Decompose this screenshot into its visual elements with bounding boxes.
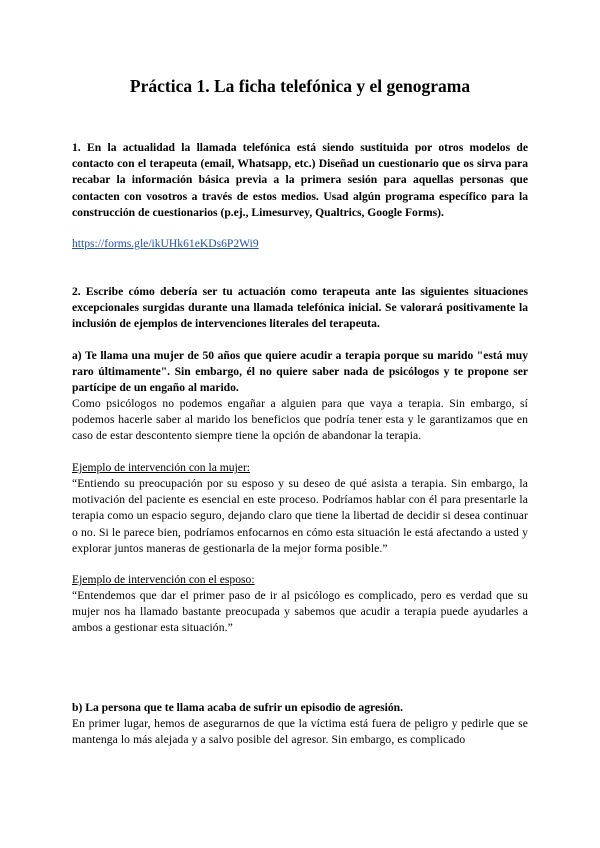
case-a-answer: Como psicólogos no podemos engañar a alguien para que vaya a terapia. Sin embargo, sí podemos hacerle saber al marido los beneficios que podría tener esta y le garantizamos que en caso de estar descontento siempre tiene la opción de abandonar la terapia.: [72, 397, 528, 443]
case-b-answer: En primer lugar, hemos de asegurarnos de que la víctima está fuera de peligro y pedirle que se mantenga lo más alejada y a salvo posible del agresor. Sin embargo, es complicado: [72, 717, 528, 747]
case-b-heading: b) La persona que te llama acaba de sufrir un episodio de agresión.: [72, 701, 403, 714]
example-2-label: Ejemplo de intervención con el esposo:: [72, 573, 255, 586]
example-2-text: “Entendemos que dar el primer paso de ir al psicólogo es complicado, pero es verdad que su mujer nos ha llamado bastante preocupada y sabemos que acudir a terapia puede ayudarles a ambos a gestionar esta situación.”: [72, 589, 528, 635]
case-a-heading: a) Te llama una mujer de 50 años que quiere acudir a terapia porque su marido "está muy raro últimamente". Sin embargo, él no quiere saber nada de psicólogos y te propone ser partícipe de un engaño al marido.: [72, 349, 528, 395]
question-1: 1. En la actualidad la llamada telefónica está siendo sustituida por otros modelos de contacto con el terapeuta (email, Whatsapp, etc.) Diseñad un cuestionario que os sirva para recabar la información básica previa a la primera sesión para aquellas personas que contacten con vosotros a través de estos medios. Usad algún programa específico para la construcción de cuestionarios (p.ej., Limesurvey, Qualtrics, Google Forms).: [72, 141, 528, 219]
example-1-text: “Entiendo su preocupación por su esposo y su deseo de qué asista a terapia. Sin embargo, la motivación del paciente es esencial en este proceso. Podríamos hablar con él para presentarle la terapia como un espacio seguro, dejando claro que tiene la libertad de decidir si desea continuar o no. Si le parece bien, podríamos enfocarnos en cómo esta situación le está afectando a usted y explorar juntos maneras de gestionarla de la mejor forma posible.”: [72, 477, 528, 555]
page-title: Práctica 1. La ficha telefónica y el genograma: [129, 76, 471, 96]
question-2: 2. Escribe cómo debería ser tu actuación como terapeuta ante las siguientes situaciones excepcionales surgidas durante una llamada telefónica inicial. Se valorará positivamente la inclusión de ejemplos de intervenciones literales del terapeuta.: [72, 285, 528, 331]
example-1-label: Ejemplo de intervención con la mujer:: [72, 461, 251, 474]
forms-link[interactable]: https://forms.gle/ikUHk61eKDs6P2Wi9: [72, 237, 259, 250]
